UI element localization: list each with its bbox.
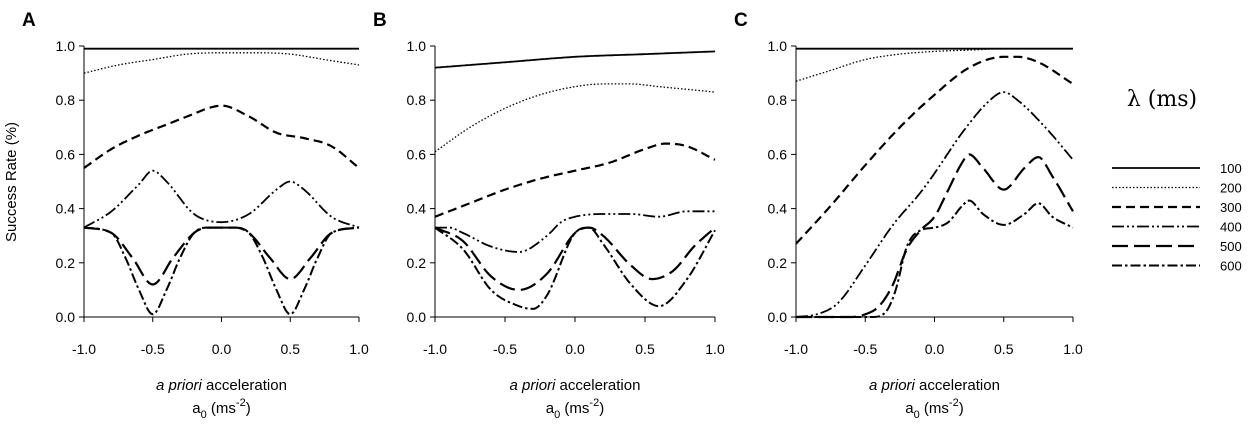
legend-label-600: 600 [1220,258,1242,274]
legend-label-100: 100 [1220,161,1242,176]
y-tick-label: 0.6 [406,146,426,163]
series-line-100 [435,51,715,67]
y-tick-label: 0.6 [767,146,787,163]
series-line-500 [796,154,1073,317]
x-tick-label: 1.0 [1063,341,1083,357]
x-tick-label: -0.5 [492,341,518,357]
x-tick-label: -1.0 [422,341,448,357]
y-tick-label: 0.0 [406,309,426,325]
panels [22,10,1083,421]
panel-letter: C [734,10,748,31]
legend [1112,87,1242,274]
panel-letter: B [373,10,387,31]
x-axis-unit: $a_0$ $(ms^{-2})$ [192,397,251,421]
x-tick-label: 0.5 [280,341,300,357]
y-tick-label: 0.8 [55,92,75,109]
y-tick-label: 1.0 [55,38,75,54]
y-tick-label: 0.8 [406,92,426,109]
x-tick-label: -0.5 [853,341,878,357]
x-tick-label: 0.5 [635,341,655,357]
legend-label-500: 500 [1220,239,1242,254]
x-axis-unit: $a_0$ $(ms^{-2})$ [905,397,964,421]
legend-label-400: 400 [1220,219,1242,235]
x-tick-label: 0.5 [994,341,1014,357]
series-line-300 [796,57,1073,244]
series-line-400 [84,171,359,228]
x-tick-label: -1.0 [783,341,809,357]
series-line-200 [796,49,1073,81]
x-axis-unit: $a_0$ $(ms^{-2})$ [545,397,605,421]
y-tick-label: 0.4 [767,200,787,217]
x-axis-label: a priori acceleration [869,377,1000,394]
y-tick-label: 1.0 [406,38,426,54]
x-tick-label: 0.0 [565,341,585,357]
series-line-300 [435,144,715,217]
y-tick-label: 0.0 [767,309,787,325]
series-line-200 [84,53,359,73]
series-line-500 [435,228,715,290]
x-tick-label: -0.5 [140,341,165,357]
series-line-200 [435,84,715,152]
series-line-600 [435,228,715,309]
x-tick-label: -1.0 [71,341,97,357]
y-axis-label: Success Rate (%) [3,121,20,243]
x-tick-label: 0.0 [211,341,232,357]
panel-c [734,10,1083,421]
y-tick-label: 0.2 [406,254,426,271]
y-tick-label: 0.2 [767,254,787,271]
panel-letter: A [22,10,36,31]
x-axis-label: a priori acceleration [509,377,641,394]
y-tick-label: 0.0 [55,309,75,325]
x-tick-label: 1.0 [349,341,369,357]
series-line-600 [84,228,359,315]
legend-label-200: 200 [1220,180,1242,196]
y-tick-label: 0.4 [406,200,426,217]
panel-b [373,10,725,421]
legend-title: λ (ms) [1126,87,1198,112]
y-tick-label: 1.0 [767,38,787,54]
panel-a [22,10,369,421]
x-axis-label: a priori acceleration [156,377,287,394]
legend-label-300: 300 [1220,200,1242,215]
series-line-300 [84,106,359,168]
x-tick-label: 0.0 [924,341,945,357]
y-tick-label: 0.4 [55,200,75,217]
y-tick-label: 0.2 [55,254,75,271]
y-tick-label: 0.8 [767,92,787,109]
series-line-400 [796,92,1073,317]
legend-entries [1112,161,1242,274]
x-tick-label: 1.0 [705,341,725,357]
y-tick-label: 0.6 [55,146,75,163]
